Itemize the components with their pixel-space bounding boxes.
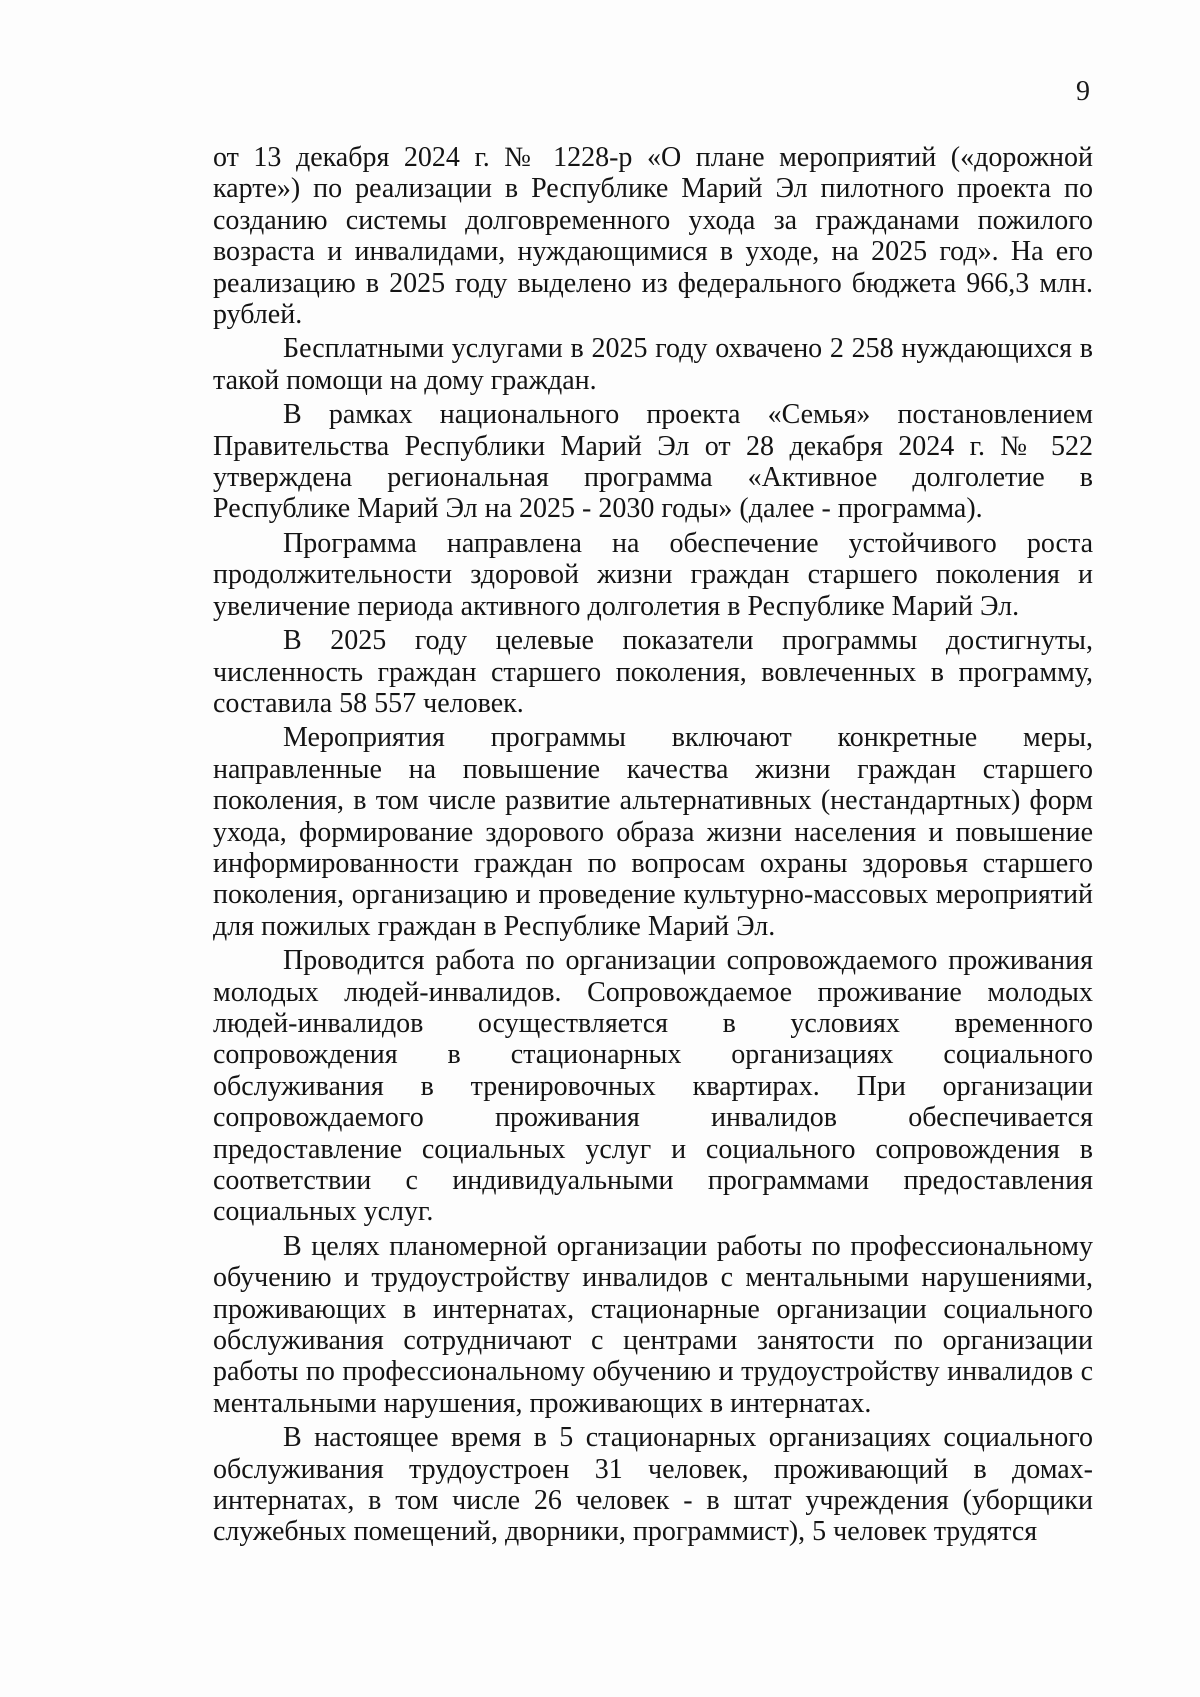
paragraph: Проводится работа по организации сопровождаемого проживания молодых людей-инвалидов. Сопровождаемое проживание молодых людей-инвалидов осуществляется в условиях временного сопровождения в стационарных организациях социального обслуживания в тренировочных квартирах. При организации сопровождаемого проживания инвалидов обеспечивается предоставление социальных услуг и социального сопровождения в соответствии с индивидуальными программами предоставления социальных услуг. [213, 945, 1093, 1228]
paragraph: В целях планомерной организации работы по профессиональному обучению и трудоустройству инвалидов с ментальными нарушениями, проживающих в интернатах, стационарные организации социального обслуживания сотрудничают с центрами занятости по организации работы по профессиональному обучению и трудоустройству инвалидов с ментальными нарушения, проживающих в интернатах. [213, 1230, 1093, 1419]
page-number: 9 [1076, 76, 1090, 107]
paragraph: В 2025 году целевые показатели программы достигнуты, численность граждан старшего поколения, вовлеченных в программу, составила 58 557 человек. [213, 625, 1093, 719]
paragraph: В рамках национального проекта «Семья» постановлением Правительства Республики Марий Эл от 28 декабря 2024 г. № 522 утверждена региональная программа «Активное долголетие в Республике Марий Эл на 2025 - 2030 годы» (далее - программа). [213, 399, 1093, 525]
document-body [213, 142, 1093, 1548]
paragraph: В настоящее время в 5 стационарных организациях социального обслуживания трудоустроен 31 человек, проживающий в домах-интернатах, в том числе 26 человек - в штат учреждения (уборщики служебных помещений, дворники, программист), 5 человек трудятся [213, 1422, 1093, 1548]
paragraph: Мероприятия программы включают конкретные меры, направленные на повышение качества жизни граждан старшего поколения, в том числе развитие альтернативных (нестандартных) форм ухода, формирование здорового образа жизни населения и повышение информированности граждан по вопросам охраны здоровья старшего поколения, организацию и проведение культурно-массовых мероприятий для пожилых граждан в Республике Марий Эл. [213, 722, 1093, 942]
paragraph: Бесплатными услугами в 2025 году охвачено 2 258 нуждающихся в такой помощи на дому граждан. [213, 333, 1093, 396]
paragraph: от 13 декабря 2024 г. № 1228-р «О плане мероприятий («дорожной карте») по реализации в Республике Марий Эл пилотного проекта по созданию системы долговременного ухода за гражданами пожилого возраста и инвалидами, нуждающимися в уходе, на 2025 год». На его реализацию в 2025 году выделено из федерального бюджета 966,3 млн. рублей. [213, 142, 1093, 331]
paragraph: Программа направлена на обеспечение устойчивого роста продолжительности здоровой жизни граждан старшего поколения и увеличение периода активного долголетия в Республике Марий Эл. [213, 527, 1093, 622]
